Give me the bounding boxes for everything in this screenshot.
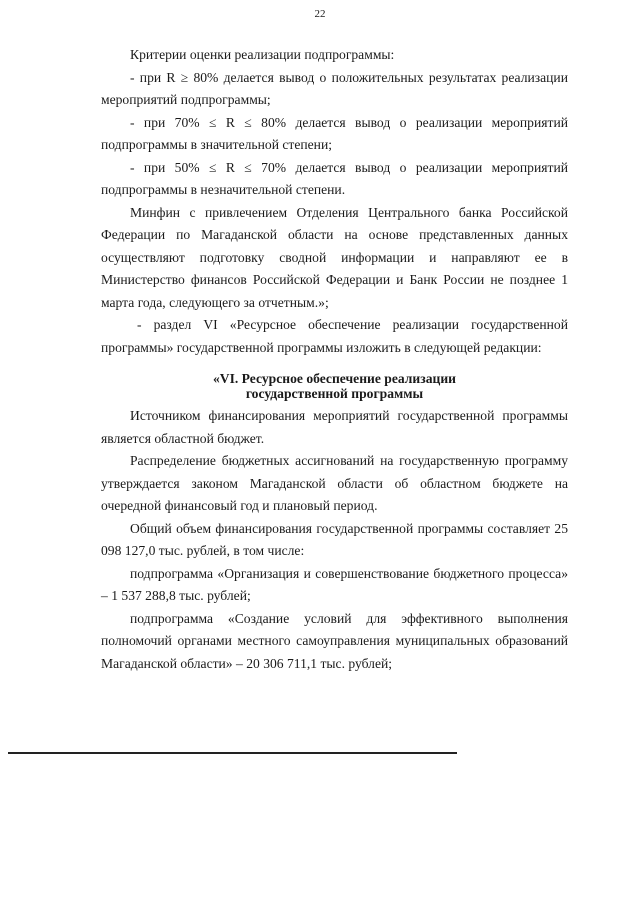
paragraph-minfin-reporting: Минфин с привлечением Отделения Центрального банка Российской Федерации по Магаданской области на основе представленных данных осуществляют подготовку сводной информации и направляют ее в Министерство финансов Российской Федерации и Банк России не позднее 1 марта года, следующего за отчетным.»;	[101, 204, 568, 310]
paragraph-criterion-medium: - при 70% ≤ R ≤ 80% делается вывод о реализации мероприятий подпрограммы в значительной степени;	[101, 114, 568, 152]
document-body	[101, 44, 568, 675]
section-heading-line-2: государственной программы	[245, 386, 424, 401]
paragraph-total-funding: Общий объем финансирования государственной программы составляет 25 098 127,0 тыс. рублей, в том числе:	[101, 520, 568, 558]
section-heading	[101, 371, 568, 401]
horizontal-rule	[8, 752, 457, 754]
paragraph-subprogram-budget-process: подпрограмма «Организация и совершенствование бюджетного процесса» – 1 537 288,8 тыс. рублей;	[101, 565, 568, 603]
paragraph-subprogram-municipal: подпрограмма «Создание условий для эффективного выполнения полномочий органами местного самоуправления муниципальных образований Магаданской области» – 20 306 711,1 тыс. рублей;	[101, 610, 568, 671]
paragraph-budget-distribution: Распределение бюджетных ассигнований на государственную программу утверждается законом Магаданской области об областном бюджете на очередной финансовый год и плановый период.	[101, 453, 568, 513]
page-number: 22	[314, 8, 326, 20]
section-heading-line-1: «VI. Ресурсное обеспечение реализации	[212, 371, 457, 386]
paragraph-criteria-title: Критерии оценки реализации подпрограммы:	[130, 47, 395, 62]
paragraph-funding-source: Источником финансирования мероприятий государственной программы является областной бюджет.	[101, 408, 568, 446]
paragraph-criterion-low: - при 50% ≤ R ≤ 70% делается вывод о реализации мероприятий подпрограммы в незначительной степени.	[101, 159, 568, 197]
paragraph-section-vi-amendment: - раздел VI «Ресурсное обеспечение реализации государственной программы» государственной программы изложить в следующей редакции:	[101, 317, 568, 355]
paragraph-criterion-high: - при R ≥ 80% делается вывод о положительных результатах реализации мероприятий подпрограммы;	[101, 69, 568, 107]
